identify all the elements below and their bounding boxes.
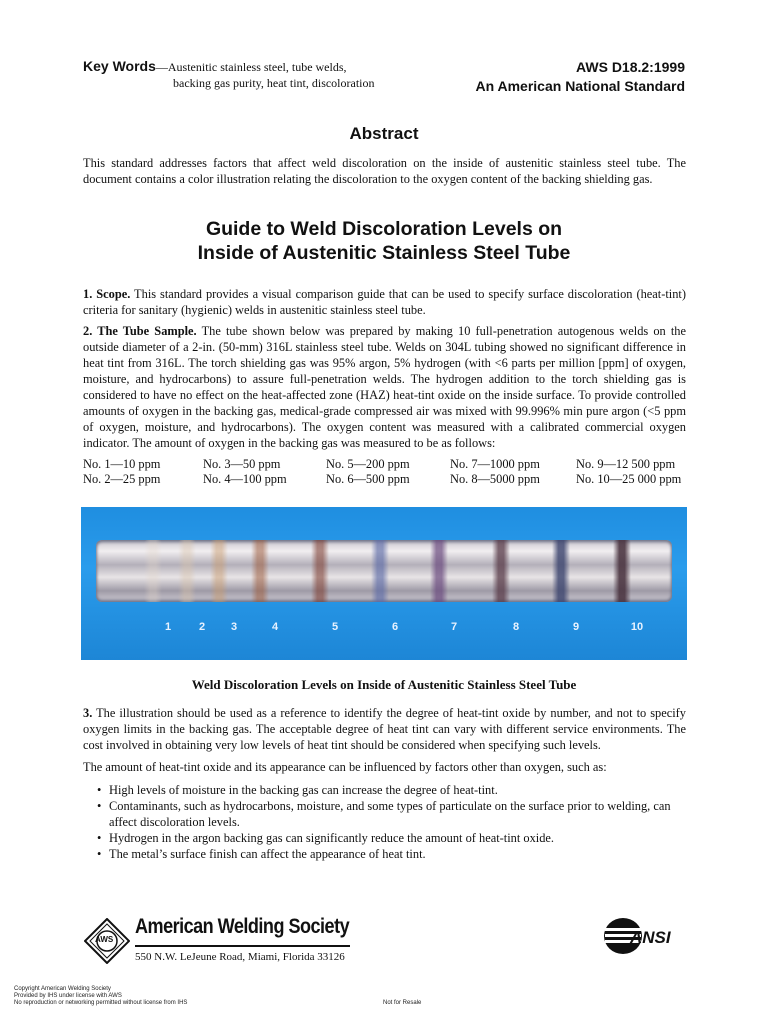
weld-band: [492, 540, 510, 602]
title-line2: Inside of Austenitic Stainless Steel Tube: [197, 242, 571, 264]
weld-band: [311, 540, 329, 602]
level-item: No. 1—10 ppm: [83, 457, 161, 471]
copyright-line: Copyright American Welding Society: [14, 986, 111, 992]
level-item: No. 10—25 000 ppm: [576, 472, 682, 486]
weld-number: 6: [391, 621, 399, 633]
standard-type: An American National Standard: [475, 78, 685, 94]
levels-column: [576, 457, 681, 487]
weld-number: 10: [630, 621, 644, 633]
resale-notice: Not for Resale: [383, 1000, 422, 1006]
tube-text: The tube shown below was prepared by making 10 full-penetration autogenous welds on the outside diameter of a 2-in. (50-mm) 316L stainless steel tube. Welds on 304L tubing showed no significant difference in heat tint from 316L. The torch shielding gas was 95% argon, 5% hydrogen (with <6 parts per million [ppm] of oxygen, moisture, and hydrocarbons) to assure full-penetration welds. The hydrogen addition to the torch shielding gas is considered to have no effect on the heat-affected zone (HAZ) heat-tint oxide on the inside surface. To provide controlled amounts of oxygen in the backing gas, medical-grade compressed air was mixed with 99.996% min pure argon (<5 ppm of oxygen, moisture, and hydrocarbons). The oxygen content was measured with a calibrated commercial oxygen indicator. The amount of oxygen in the backing gas was measured to be as follows:: [83, 324, 686, 450]
standard-number: AWS D18.2:1999: [576, 59, 685, 75]
title-line1: Guide to Weld Discoloration Levels on: [205, 218, 563, 240]
ansi-logo-text: ANSI: [630, 928, 671, 947]
list-item: • Contaminants, such as hydrocarbons, moisture, and some types of particulate on the surface prior to welding, can affect discoloration levels.: [97, 798, 687, 830]
list-item: • The metal’s surface finish can affect the appearance of heat tint.: [97, 846, 687, 862]
level-item: No. 2—25 ppm: [83, 472, 161, 486]
factors-intro: The amount of heat-tint oxide and its appearance can be influenced by factors other than oxygen, such as:: [83, 760, 607, 774]
scope-label: 1. Scope.: [83, 287, 131, 301]
weld-number: 1: [164, 621, 172, 633]
illustration-paragraph: [83, 705, 686, 753]
factors-list: [97, 782, 687, 862]
weld-band: [210, 540, 228, 602]
weld-number: 4: [271, 621, 279, 633]
aws-name: American Welding Society: [135, 915, 350, 938]
aws-logo-text: AWS: [95, 935, 114, 944]
scope-paragraph: [83, 286, 686, 318]
weld-number: 3: [230, 621, 238, 633]
keywords-label: Key Words: [83, 58, 156, 74]
page-title: [0, 217, 768, 265]
tube-photo: [81, 507, 687, 660]
abstract-text: This standard addresses factors that affect weld discoloration on the inside of austenitic stainless steel tube. The document contains a color illustration relating the discoloration to the oxygen content of the backing shielding gas.: [83, 156, 686, 186]
keywords-line1: —Austenitic stainless steel, tube welds,: [155, 60, 347, 74]
standard-id: [475, 58, 685, 96]
level-item: No. 6—500 ppm: [326, 472, 410, 486]
level-item: No. 4—100 ppm: [203, 472, 287, 486]
weld-band: [144, 540, 162, 602]
list-item: • Hydrogen in the argon backing gas can significantly reduce the amount of heat-tint oxide.: [97, 830, 687, 846]
weld-band: [552, 540, 570, 602]
weld-number: 9: [572, 621, 580, 633]
level-item: No. 7—1000 ppm: [450, 457, 540, 471]
tube-illustration: [96, 540, 672, 602]
level-item: No. 9—12 500 ppm: [576, 457, 676, 471]
list-item: • High levels of moisture in the backing gas can increase the degree of heat-tint.: [97, 782, 687, 798]
levels-column: [83, 457, 160, 487]
weld-band: [251, 540, 269, 602]
abstract-heading: Abstract: [349, 124, 419, 143]
weld-band: [613, 540, 631, 602]
weld-number: 8: [512, 621, 520, 633]
photo-caption: Weld Discoloration Levels on Inside of Austenitic Stainless Steel Tube: [191, 677, 577, 692]
level-item: No. 8—5000 ppm: [450, 472, 540, 486]
keywords: [83, 58, 375, 91]
weld-number: 2: [198, 621, 206, 633]
scope-text: This standard provides a visual comparison guide that can be used to specify surface discoloration (heat-tint) criteria for sanitary (hygienic) welds in austenitic stainless steel tube.: [83, 287, 686, 317]
weld-band: [178, 540, 196, 602]
weld-band: [371, 540, 389, 602]
levels-column: [450, 457, 540, 487]
copyright-line: Provided by IHS under license with AWS: [14, 993, 122, 999]
copyright-notice: [14, 986, 187, 1007]
tube-label: 2. The Tube Sample.: [83, 324, 197, 338]
aws-divider: [135, 945, 350, 947]
weld-band: [430, 540, 448, 602]
levels-column: [326, 457, 410, 487]
illus-text: The illustration should be used as a reference to identify the degree of heat-tint oxide by number, and not to specify oxygen limits in the backing gas. The acceptable degree of heat tint can vary with different service environments. The cost involved in obtaining very low levels of heat tint should be considered when specifying such levels.: [83, 706, 686, 752]
copyright-line: No reproduction or networking permitted without license from IHS: [14, 1000, 188, 1006]
level-item: No. 3—50 ppm: [203, 457, 281, 471]
level-item: No. 5—200 ppm: [326, 457, 410, 471]
weld-number: 7: [450, 621, 458, 633]
keywords-line2: backing gas purity, heat tint, discoloration: [173, 76, 375, 90]
levels-column: [203, 457, 287, 487]
tube-sample-paragraph: [83, 323, 686, 451]
illus-label: 3.: [83, 706, 93, 720]
aws-address: 550 N.W. LeJeune Road, Miami, Florida 33126: [135, 951, 345, 963]
weld-number: 5: [331, 621, 339, 633]
